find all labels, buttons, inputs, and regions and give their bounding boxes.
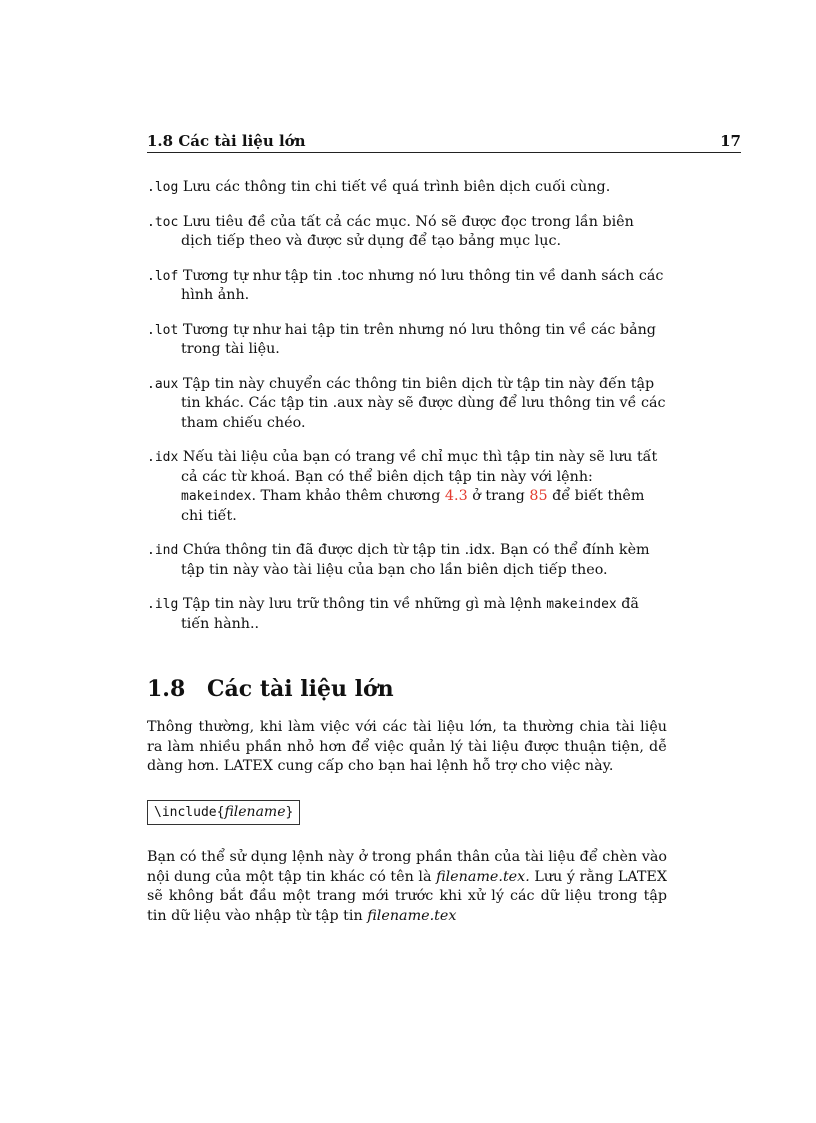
section-heading [147, 676, 394, 702]
ext-label: .lof [147, 268, 179, 284]
ext-label: .toc [147, 214, 179, 230]
latex-logo: LATEX [617, 868, 668, 885]
item-text: đã tiến hành.. [181, 596, 639, 632]
chapter-link[interactable]: 4.3 [444, 488, 468, 504]
command-close: } [285, 805, 294, 820]
list-item [147, 541, 667, 580]
page-number: 17 [720, 132, 741, 150]
list-item [147, 321, 667, 360]
paragraph-intro: Thông thường, khi làm việc với các tài liệu lớn, ta thường chia tài liệu ra làm nhiều phần nhỏ hơn để việc quản lý tài liệu được thuận tiện, dễ dàng hơn. LATEX cung cấp cho bạn hai lệnh hỗ trợ cho việc này. [147, 719, 667, 774]
item-text: Tương tự như tập tin .toc nhưng nó lưu thông tin về danh sách các hình ảnh. [181, 267, 664, 303]
ext-label: .ilg [147, 597, 179, 612]
running-header [147, 132, 741, 153]
list-item [147, 267, 667, 306]
file-extension-list [147, 178, 667, 649]
item-text: để biết thêm chi tiết. [181, 488, 645, 524]
ext-label: .lot [147, 322, 179, 338]
item-text: Tương tự như hai tập tin trên nhưng nó lưu thông tin về các bảng trong tài liệu. [181, 321, 656, 357]
ext-label: .idx [147, 450, 179, 465]
list-item [147, 448, 667, 526]
ext-label: .ind [147, 543, 179, 558]
item-text: Tập tin này chuyển các thông tin biên dịch từ tập tin này đến tập tin khác. Các tập tin .aux này sẽ được dùng để lưu thông tin về các tham chiếu chéo. [181, 375, 666, 431]
command-text: \include{ [154, 805, 225, 820]
item-text: Chứa thông tin đã được dịch từ tập tin .idx. Bạn có thể đính kèm tập tin này vào tài liệu của bạn cho lần biên dịch tiếp theo. [181, 542, 650, 578]
item-text: . Tham khảo thêm chương [251, 488, 441, 504]
item-text: Tập tin này lưu trữ thông tin về những gì mà lệnh [182, 596, 542, 612]
command-name: makeindex [546, 597, 617, 612]
list-item [147, 375, 667, 434]
section-title: Các tài liệu lớn [207, 676, 394, 702]
ext-label: .aux [147, 376, 179, 392]
latex-logo: LATEX [223, 758, 273, 774]
filename: filename.tex. [436, 868, 530, 885]
filename: filename.tex [367, 907, 457, 924]
list-item [147, 178, 667, 198]
list-item [147, 213, 667, 252]
command-arg: filename [224, 804, 286, 820]
header-title: 1.8 Các tài liệu lớn [147, 132, 306, 150]
paragraph-include: Bạn có thể sử dụng lệnh này ở trong phần thân của tài liệu để chèn vào nội dung của một tập tin khác có tên là filename.tex. Lưu ý rằng LATEX sẽ không bắt đầu một trang mới trước khi xử lý các dữ liệu trong tập tin dữ liệu vào nhập từ tập tin filename.tex [147, 849, 668, 924]
page-link[interactable]: 85 [529, 488, 548, 504]
list-item [147, 595, 667, 634]
item-text: Lưu các thông tin chi tiết về quá trình biên dịch cuối cùng. [182, 179, 611, 195]
item-text: ở trang [472, 488, 525, 504]
ext-label: .log [147, 180, 179, 195]
command-box [147, 800, 300, 825]
section-number: 1.8 [147, 676, 186, 702]
command-name: makeindex [181, 489, 252, 504]
item-text: Lưu tiêu đề của tất cả các mục. Nó sẽ được đọc trong lần biên dịch tiếp theo và được sử dụng để tạo bảng mục lục. [181, 213, 634, 249]
item-text: Nếu tài liệu của bạn có trang về chỉ mục thì tập tin này sẽ lưu tất cả các từ khoá. Bạn có thể biên dịch tập tin này với lệnh: [181, 449, 658, 485]
